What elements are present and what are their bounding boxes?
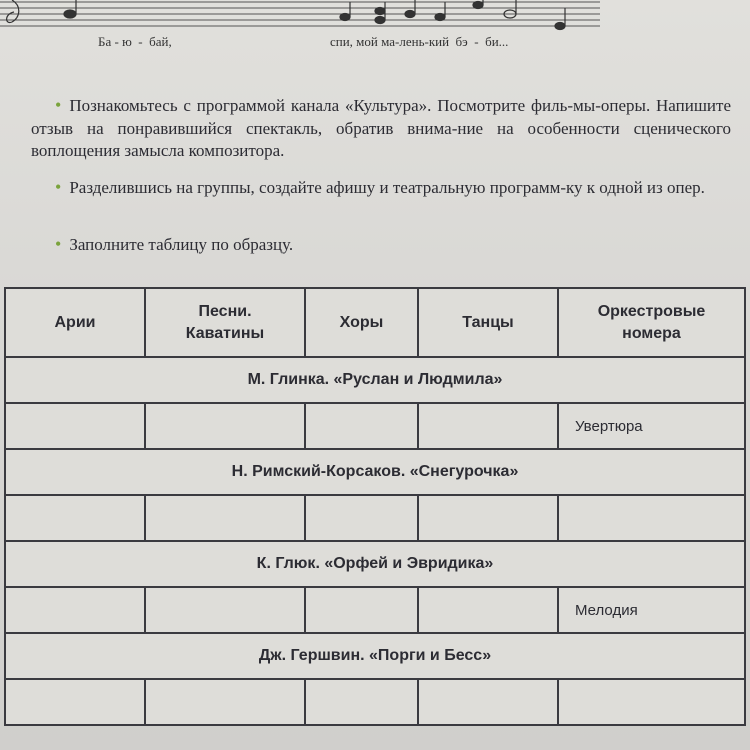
table-header-row	[5, 288, 745, 357]
table-row	[5, 403, 745, 449]
section-title: Н. Римский-Корсаков. «Снегурочка»	[5, 449, 745, 495]
task-2	[31, 176, 731, 200]
bullet-icon: •	[55, 234, 62, 254]
task-3	[31, 233, 731, 257]
table-cell[interactable]: Мелодия	[558, 587, 745, 633]
table-cell[interactable]	[418, 403, 558, 449]
section-row	[5, 541, 745, 587]
table-cell[interactable]	[145, 679, 305, 725]
table-row	[5, 587, 745, 633]
table-cell[interactable]	[5, 495, 145, 541]
column-header-dances: Танцы	[418, 288, 558, 357]
column-header-choirs: Хоры	[305, 288, 418, 357]
table-cell[interactable]	[418, 587, 558, 633]
table-cell[interactable]	[145, 403, 305, 449]
table-cell[interactable]	[145, 587, 305, 633]
section-title: Дж. Гершвин. «Порги и Бесс»	[5, 633, 745, 679]
table-cell[interactable]	[5, 587, 145, 633]
table-cell[interactable]	[305, 495, 418, 541]
table-cell[interactable]	[5, 679, 145, 725]
section-title: М. Глинка. «Руслан и Людмила»	[5, 357, 745, 403]
column-header-arias: Арии	[5, 288, 145, 357]
table-cell[interactable]	[558, 495, 745, 541]
lyrics-left: Ба - ю - бай,	[98, 34, 172, 49]
task-3-text: Заполните таблицу по образцу.	[69, 235, 294, 254]
music-staff	[0, 0, 750, 36]
column-header-songs: Песни. Каватины	[145, 288, 305, 357]
table-cell[interactable]	[305, 679, 418, 725]
table-row	[5, 679, 745, 725]
table-cell[interactable]	[5, 403, 145, 449]
column-header-orchestral: Оркестровые номера	[558, 288, 745, 357]
section-row	[5, 357, 745, 403]
table-cell[interactable]	[418, 495, 558, 541]
task-1	[31, 94, 731, 163]
table-row	[5, 495, 745, 541]
section-row	[5, 449, 745, 495]
table-cell[interactable]	[305, 403, 418, 449]
table-cell[interactable]	[558, 679, 745, 725]
bullet-icon: •	[55, 95, 62, 115]
table-cell[interactable]	[305, 587, 418, 633]
task-2-text: Разделившись на группы, создайте афишу и театральную программ-ку к одной из опер.	[69, 178, 705, 197]
section-title: К. Глюк. «Орфей и Эвридика»	[5, 541, 745, 587]
lyrics-right: спи, мой ма-лень-кий бэ - би...	[330, 34, 509, 49]
table-cell[interactable]: Увертюра	[558, 403, 745, 449]
table-cell[interactable]	[145, 495, 305, 541]
task-1-text: Познакомьтесь с программой канала «Культура». Посмотрите филь-мы-оперы. Напишите отзыв на понравившийся спектакль, обратив внима-ние на особенности сценического воплощения замысла композитора.	[31, 96, 731, 160]
opera-table	[4, 287, 746, 726]
bullet-icon: •	[55, 177, 62, 197]
table-cell[interactable]	[418, 679, 558, 725]
section-row	[5, 633, 745, 679]
